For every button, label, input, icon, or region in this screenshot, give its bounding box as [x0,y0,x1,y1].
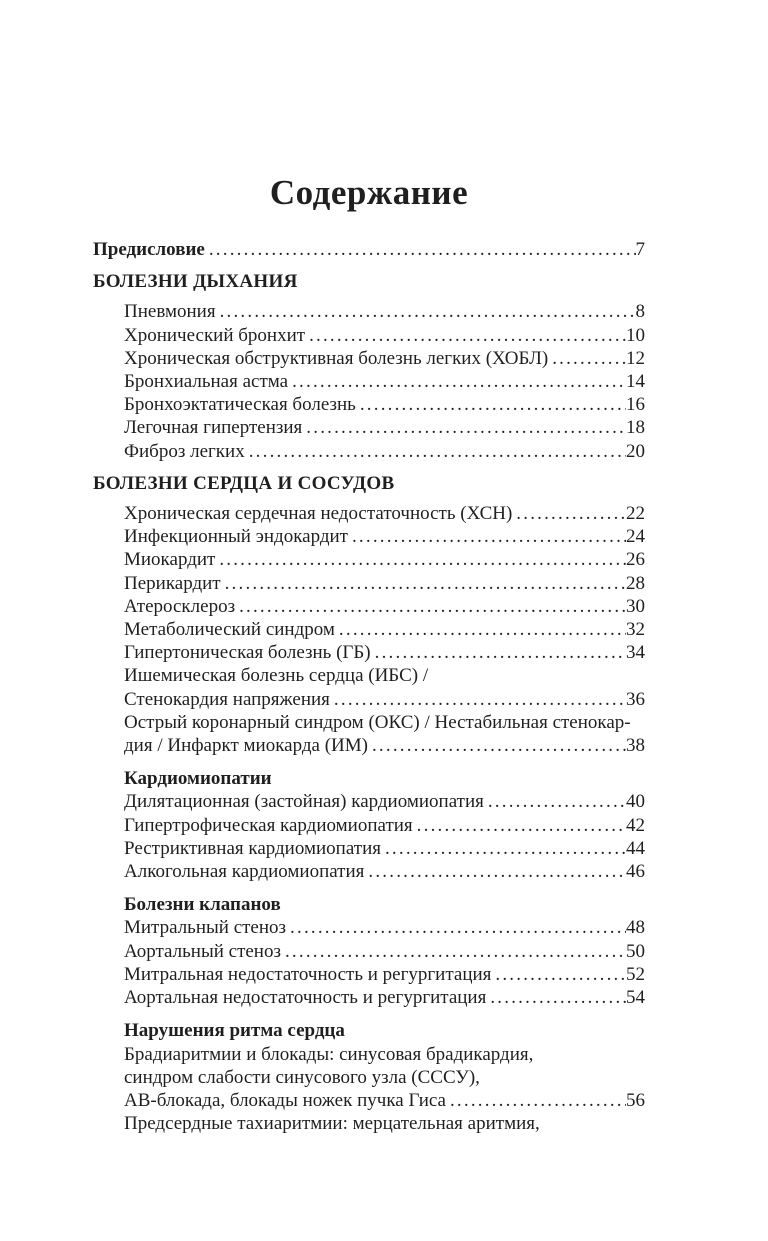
toc-row-entry [93,300,645,323]
toc-list [93,238,645,1135]
toc-row-entry [93,347,645,370]
toc-row-label: дия / Инфаркт миокарда (ИМ) [124,735,368,757]
dot-leader [375,641,626,664]
toc-row-label: Стенокардия напряжения [124,688,330,710]
toc-row-label: Нарушения ритма сердца [124,1020,345,1042]
toc-row-label: Кардиомиопатии [124,768,272,790]
page-number: 38 [626,735,645,757]
toc-row-label: Атеросклероз [124,595,236,617]
page-number: 16 [626,394,645,416]
toc-row-entry [93,1066,645,1089]
toc-row-entry [93,1089,645,1112]
toc-row-label: Аортальная недостаточность и регургитация [124,987,487,1009]
toc-row-label: синдром слабости синусового узла (СССУ), [124,1066,480,1088]
toc-row-label: Хроническая сердечная недостаточность (ХСН) [124,503,513,525]
dot-leader [220,300,636,323]
dot-leader [339,618,626,641]
dot-leader [239,595,626,618]
toc-row-label: Инфекционный эндокардит [124,526,348,548]
toc-row-entry [93,916,645,939]
toc-row-label: Предисловие [93,239,205,260]
toc-row-label: Дилятационная (застойная) кардиомиопатия [124,791,484,813]
toc-row-label: БОЛЕЗНИ СЕРДЦА И СОСУДОВ [93,472,395,494]
page-number: 48 [626,917,645,939]
toc-row-entry [93,324,645,347]
page-number: 18 [626,417,645,439]
toc-row-entry [93,440,645,463]
page-number: 8 [635,301,645,323]
page-number: 14 [626,371,645,393]
page-number: 22 [626,503,645,525]
toc-row-entry [93,595,645,618]
toc-row-label: Бронхиальная астма [124,371,289,393]
toc-row-entry [93,548,645,571]
toc-row-subsection [93,767,645,790]
page-number: 52 [626,963,645,985]
toc-row-entry [93,502,645,525]
dot-leader [516,502,626,525]
toc-row-entry [93,641,645,664]
page-number: 32 [626,619,645,641]
toc-row-label: Перикардит [124,572,221,594]
dot-leader [249,440,626,463]
toc-row-label: Бронхоэктатическая болезнь [124,394,356,416]
toc-row-subsection [93,893,645,916]
toc-row-entry [93,525,645,548]
dot-leader [309,324,626,347]
toc-row-entry [93,711,645,734]
toc-row-label: Легочная гипертензия [124,417,303,439]
toc-row-label: Митральная недостаточность и регургитация [124,963,492,985]
page-number: 34 [626,642,645,664]
dot-leader [360,393,626,416]
toc-row-entry [93,416,645,439]
toc-row-entry [93,963,645,986]
toc-row-entry [93,1043,645,1066]
toc-row-entry [93,860,645,883]
toc-row-entry [93,1112,645,1135]
toc-row-entry [93,837,645,860]
toc-row-label: БОЛЕЗНИ ДЫХАНИЯ [93,271,298,293]
page-number: 30 [626,595,645,617]
toc-row-label: Метаболический синдром [124,619,335,641]
toc-row-label: Фиброз легких [124,440,245,462]
toc-row-section [93,472,645,495]
page-number: 20 [626,440,645,462]
page-number: 44 [626,837,645,859]
dot-leader [352,525,626,548]
toc-row-label: Миокардит [124,549,216,571]
toc-row-entry [93,734,645,757]
page-number: 10 [626,324,645,346]
page-number: 26 [626,549,645,571]
dot-leader [450,1089,626,1112]
toc-row-label: Предсердные тахиаритмии: мерцательная аритмия, [124,1113,540,1135]
toc-row-label: Хронический бронхит [124,324,306,346]
toc-row-label: Рестриктивная кардиомиопатия [124,837,381,859]
page-number: 36 [626,688,645,710]
page-number: 46 [626,861,645,883]
dot-leader [219,548,626,571]
page-number: 28 [626,572,645,594]
toc-row-label: Ишемическая болезнь сердца (ИБС) / [124,665,429,687]
dot-leader [488,790,626,813]
toc-row-label: Гипертрофическая кардиомиопатия [124,814,413,836]
page-number: 40 [626,791,645,813]
page-number: 42 [626,814,645,836]
toc-row-entry [93,370,645,393]
toc-row-entry [93,940,645,963]
page-title: Содержание [269,173,469,212]
page-number: 50 [626,940,645,962]
dot-leader [385,837,626,860]
dot-leader [552,347,626,370]
toc-row-label: АВ-блокада, блокады ножек пучка Гиса [124,1089,446,1111]
dot-leader [417,814,626,837]
dot-leader [285,940,626,963]
toc-row-entry [93,618,645,641]
toc-row-label: Аортальный стеноз [124,940,281,962]
toc-row-label: Болезни клапанов [124,894,281,916]
dot-leader [495,963,626,986]
toc-row-preface [93,238,645,261]
page-number: 7 [635,239,645,260]
toc-row-label: Пневмония [124,301,216,323]
dot-leader [368,860,626,883]
toc-row-entry [93,572,645,595]
dot-leader [372,734,626,757]
dot-leader [290,916,626,939]
toc-row-section [93,270,645,293]
page-number: 24 [626,526,645,548]
toc-row-label: Хроническая обструктивная болезнь легких (ХОБЛ) [124,347,549,369]
page-number: 54 [626,987,645,1009]
toc-row-entry [93,986,645,1009]
dot-leader [225,572,626,595]
toc-row-entry [93,688,645,711]
toc-row-label: Брадиаритмии и блокады: синусовая брадикардия, [124,1043,534,1065]
dot-leader [334,688,626,711]
dot-leader [292,370,626,393]
dot-leader [209,238,636,261]
toc-row-label: Алкогольная кардиомиопатия [124,861,365,883]
page-number: 56 [626,1089,645,1111]
toc-row-entry [93,814,645,837]
toc-row-subsection [93,1019,645,1042]
toc-row-label: Гипертоническая болезнь (ГБ) [124,642,371,664]
toc-row-entry [93,664,645,687]
dot-leader [490,986,626,1009]
toc-row-label: Митральный стеноз [124,917,287,939]
page-number: 12 [626,347,645,369]
toc-row-entry [93,790,645,813]
dot-leader [306,416,626,439]
toc-row-label: Острый коронарный синдром (ОКС) / Нестабильная стенокар- [124,711,631,733]
toc-row-entry [93,393,645,416]
